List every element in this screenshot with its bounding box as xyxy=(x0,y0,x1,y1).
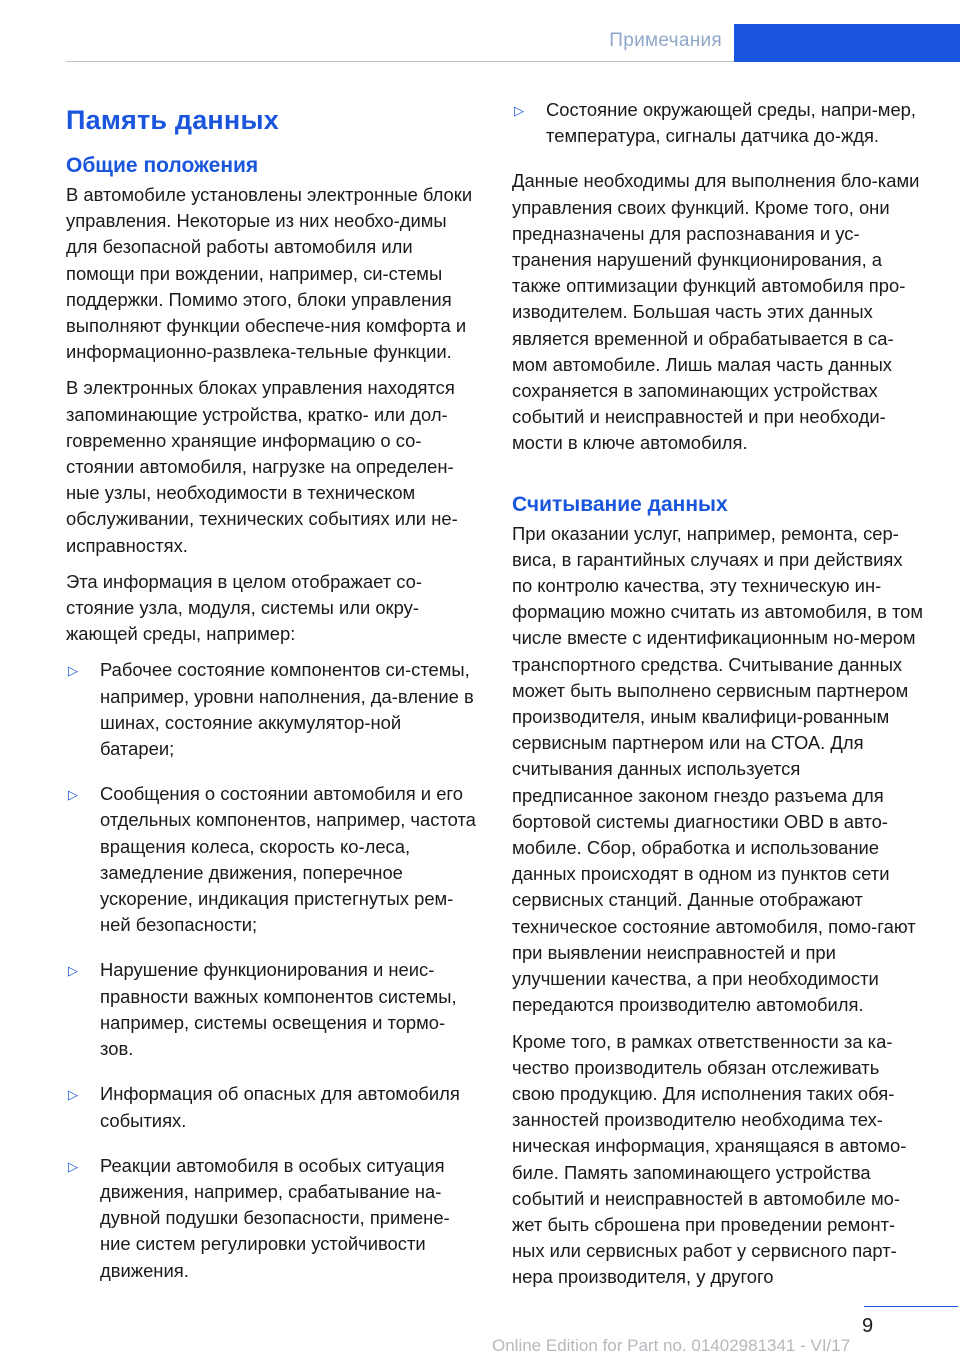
triangle-bullet-icon: ▷ xyxy=(68,1158,78,1174)
list-item: ▷ Нарушение функционирования и неис-правности важных компонентов системы, например, системы освещения и тормо-зов. xyxy=(68,959,457,1060)
section-label: Примечания xyxy=(609,30,722,51)
triangle-bullet-icon: ▷ xyxy=(68,787,78,803)
list-item: ▷ Реакции автомобиля в особых ситуация движения, например, срабатывание на-дувной подушки безопасности, примене-ние систем регулировки устойчивости движения. xyxy=(68,1154,450,1281)
paragraph: При оказании услуг, например, ремонта, сер-виса, в гарантийных случаях и при действиях по контролю качества, эту техническую ин-формацию можно считать из автомобиля, в том числе вместе с идентификационным но-мером транспортного средства. Считывание данных может быть выполнено сервисным партнером производителя, иным квалифици-рованным сервисным партнером или на СТОА. Для считывания данных используется предписанное законом гнездо разъема для бортовой системы диагностики OBD в авто-мобиле. Сбор, обработка и использование данных происходят в одном из пунктов сети сервисных станций. Данные отображают техническое состояние автомобиля, помо-гают при выявлении неисправностей и при улучшении качества, а при необходимости передаются производителю автомобиля. xyxy=(512,522,924,1016)
paragraph: Эта информация в целом отображает со-стояние узла, модуля, системы или окру-жающей среды, например: xyxy=(66,570,422,645)
page-number: 9 xyxy=(862,1315,874,1337)
list-item: ▷ Состояние окружающей среды, напри-мер, температура, сигналы датчика до-ждя. xyxy=(514,99,917,147)
paragraph: В автомобиле установлены электронные блоки управления. Некоторые из них необхо-димы для безопасной работы автомобиля или помощи при вождении, например, си-стемы поддержки. Помимо этого, блоки управления выполняют функции обеспече-ния комфорта и информационно-развлека-тельные функции. xyxy=(66,184,473,363)
triangle-bullet-icon: ▷ xyxy=(68,963,78,979)
section-heading-reading: Считывание данных xyxy=(512,492,728,516)
list-item: ▷ Информация об опасных для автомобиля событиях. xyxy=(68,1083,460,1131)
triangle-bullet-icon: ▷ xyxy=(68,1087,78,1103)
paragraph: Данные необходимы для выполнения бло-ками управления своих функций. Кроме того, они предназначены для распознавания и ус-транения нарушений функционирования, а также оптимизации функций автомобиля про-изводителем. Большая часть этих данных является временной и обрабатывается в са-мом автомобиле. Лишь малая часть данных сохраняется в запоминающих устройствах событий и неисправностей и при необходи-мости в ключе автомобиля. xyxy=(512,170,920,454)
list-item: ▷ Рабочее состояние компонентов си-стемы, например, уровни наполнения, да-вление в шинах, состояние аккумулятор-ной батареи; xyxy=(68,659,474,760)
list-item: ▷ Сообщения о состоянии автомобиля и его отдельных компонентов, например, частота вращения колеса, скорость ко-леса, замедление движения, поперечное ускорение, индикация пристегнутых рем-ней безопасности; xyxy=(68,783,476,936)
triangle-bullet-icon: ▷ xyxy=(514,103,524,118)
left-column xyxy=(66,98,478,1303)
section-heading-general: Общие положения xyxy=(66,154,259,177)
page-number-rule xyxy=(864,1306,958,1307)
triangle-bullet-icon: ▷ xyxy=(68,663,78,679)
bullet-list xyxy=(66,657,478,1283)
right-column xyxy=(512,97,924,1301)
bullet-list xyxy=(512,97,924,149)
paragraph: В электронных блоках управления находятся запоминающие устройства, кратко- или дол-говременно хранящие информацию о со-стоянии автомобиля, нагрузке на определен-ные узлы, необходимости в техническом обслуживании, технических событиях или не-исправностях. xyxy=(66,377,458,556)
footer-edition-text: Online Edition for Part no. 01402981341 - VI/17 xyxy=(492,1336,851,1355)
paragraph: Кроме того, в рамках ответственности за ка-чество производитель обязан отслеживать свою продукцию. Для исполнения таких обя-занностей производителю необходима тех-ническая информация, хранящаяся в автомо-биле. Память запоминающего устройства событий и неисправностей в автомобиле мо-жет быть сброшена при проведении ремонт-ных или сервисных работ у сервисного парт-нера производителя, у другого xyxy=(512,1030,907,1288)
page-title: Память данных xyxy=(66,105,279,135)
header-accent-block xyxy=(734,24,960,62)
